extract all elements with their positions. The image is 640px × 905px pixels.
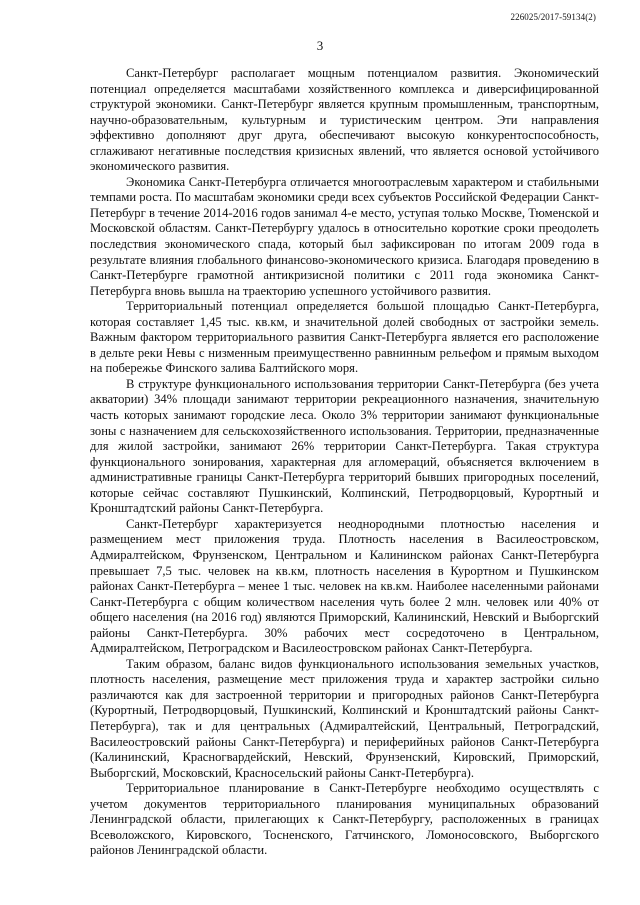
paragraph-economy-structure: Экономика Санкт-Петербурга отличается многоотраслевым характером и стабильными темпами роста. По масштабам экономики среди всех субъектов Российской Федерации Санкт-Петербург в течение 2014-2016 годов занимал 4-е место, уступая только Москве, Тюменской и Московской областям. Санкт-Петербургу удалось в относительно короткие сроки преодолеть последствия экономического спада, который был зафиксирован по итогам 2009 года в результате влияния глобального финансово-экономического кризиса. Благодаря проведению в Санкт-Петербурге грамотной антикризисной политики с 2011 года экономика Санкт-Петербурга вновь вышла на траекторию успешного устойчивого развития. bbox=[90, 174, 599, 298]
document-registration-number: 226025/2017-59134(2) bbox=[510, 12, 596, 22]
page-number: 3 bbox=[316, 38, 324, 53]
paragraph-population-density: Санкт-Петербург характеризуется неоднородными плотностью населения и размещением мест приложения труда. Плотность населения в Василеостровском, Адмиралтейском, Фрунзенском, Центральном и Калининском районах Санкт-Петербурга превышает 7,5 тыс. человек на кв.км, плотность населения в Курортном и Пушкинском районах Санкт-Петербурга – менее 1 тыс. человек на кв.км. Наиболее населенными районами Санкт-Петербурга с общим количеством населения чуть более 2 млн. человек или 40% от общего населения (на 2016 год) являются Приморский, Калининский, Невский и Выборгский районы Санкт-Петербурга. 30% рабочих мест сосредоточено в Центральном, Адмиралтейском, Петроградском и Василеостровском районах Санкт-Петербурга. bbox=[90, 516, 599, 656]
paragraph-economic-potential: Санкт-Петербург располагает мощным потенциалом развития. Экономический потенциал определяется масштабами хозяйственного комплекса и диверсифицированной структурой экономики. Санкт-Петербург является крупным промышленным, транспортным, научно-образовательным, культурным и туристическим центром. Эти направления эффективно дополняют друг друга, обеспечивают высокую конкурентоспособность, сглаживают негативные последствия кризисных явлений, что является основой устойчивого экономического развития. bbox=[90, 66, 599, 174]
paragraph-functional-use: В структуре функционального использования территории Санкт-Петербурга (без учета акватории) 34% площади занимают территории рекреационного назначения, значительную часть которых занимают городские леса. Около 3% территории занимают функциональные зоны с назначением для сельскохозяйственного использования. Территории, предназначенные для жилой застройки, занимают 26% территории Санкт-Петербурга. Такая структура функционального зонирования, характерная для агломераций, объясняется включением в административные границы Санкт-Петербурга территорий бывших пригородных поселений, которые сейчас составляют Пушкинский, Колпинский, Петродворцовый, Курортный и Кронштадтский районы Санкт-Петербурга. bbox=[90, 376, 599, 516]
document-body bbox=[90, 66, 599, 859]
paragraph-balance-summary: Таким образом, баланс видов функционального использования земельных участков, плотность населения, размещение мест приложения труда и характер застройки сильно различаются как для застроенной территории и пригородных районов Санкт-Петербурга (Курортный, Петродворцовый, Пушкинский, Колпинский и Кронштадтский районы Санкт-Петербурга), так и для центральных (Адмиралтейский, Центральный, Петроградский, Василеостровский районы Санкт-Петербурга) и периферийных районов Санкт-Петербурга (Калининский, Красногвардейский, Невский, Фрунзенский, Кировский, Приморский, Выборгский, Московский, Красносельский районы Санкт-Петербурга). bbox=[90, 656, 599, 780]
paragraph-territorial-potential: Территориальный потенциал определяется большой площадью Санкт-Петербурга, которая составляет 1,45 тыс. кв.км, и значительной долей свободных от застройки земель. Важным фактором территориального развития Санкт-Петербурга является его расположение в дельте реки Невы с низменным преимущественно равнинным рельефом и прямым выходом на побережье Финского залива Балтийского моря. bbox=[90, 299, 599, 376]
paragraph-territorial-planning: Территориальное планирование в Санкт-Петербурге необходимо осуществлять с учетом документов территориального планирования муниципальных образований Ленинградской области, прилегающих к Санкт-Петербургу, расположенных в границах Всеволожского, Кировского, Тосненского, Гатчинского, Ломоносовского, Выборгского районов Ленинградской области. bbox=[90, 781, 599, 858]
